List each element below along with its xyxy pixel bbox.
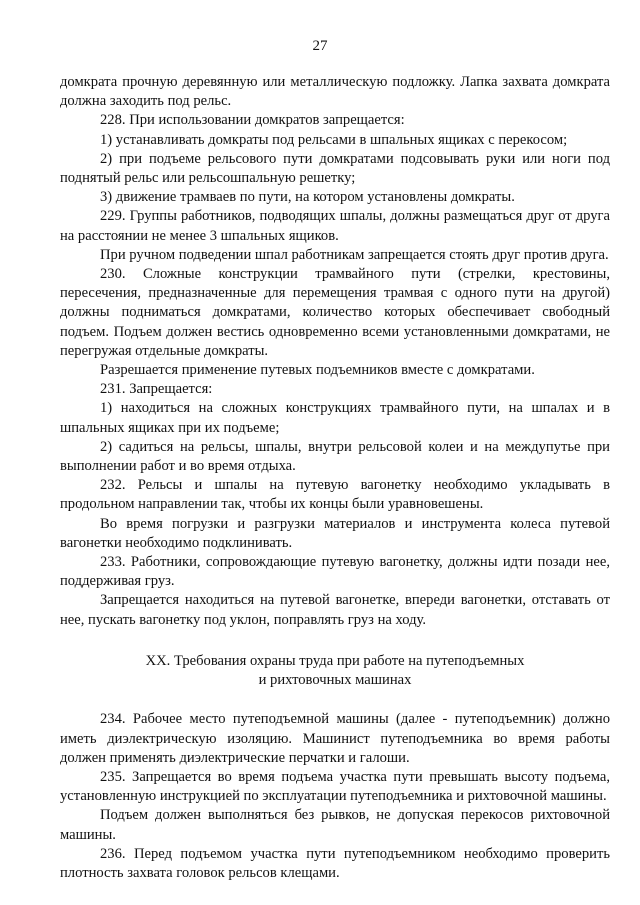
paragraph: 228. При использовании домкратов запрещается: [100,112,405,129]
paragraph: Запрещается находиться на путевой вагонетке, впереди вагонетки, отставать от нее, пускать вагонетку под уклон, поправлять груз на ходу. [60,592,610,628]
paragraph: 235. Запрещается во время подъема участка пути превышать высоту подъема, установленную инструкцией по эксплуатации путеподъемника и рихтовочной машины. [60,768,610,805]
paragraphs-before-section [60,73,610,630]
paragraph: 236. Перед подъемом участка пути путеподъемником необходимо проверить плотность захвата головок рельсов клещами. [60,845,610,881]
paragraph: 233. Работники, сопровождающие путевую вагонетку, должны идти позади нее, поддерживая груз. [60,554,610,590]
paragraph: 230. Сложные конструкции трамвайного пути (стрелки, крестовины, пересечения, предназначенные для перемещения трамвая с одного пути на другой) должны подниматься домкратами, количество которых обеспечивает свободный подъем. Подъем должен вестись одновременно всеми установленными домкратами, не перегружая отдельные домкраты. [60,266,610,359]
paragraph: Подъем должен выполняться без рывков, не допуская перекосов рихтовочной машины. [60,807,610,843]
paragraph: 232. Рельсы и шпалы на путевую вагонетку необходимо укладывать в продольном направлении так, чтобы их концы были уравновешены. [60,477,610,513]
paragraph: 231. Запрещается: [100,381,213,398]
section-heading [60,652,610,690]
section-heading-line-2: и рихтовочных машинах [258,672,412,689]
page-number: 27 [312,38,328,54]
section-heading-line-1: XX. Требования охраны труда при работе на путеподъемных [145,652,525,669]
paragraph: 2) садиться на рельсы, шпалы, внутри рельсовой колеи и на междупутье при выполнении работ и во время отдыха. [60,438,610,475]
paragraph: 1) находиться на сложных конструкциях трамвайного пути, на шпалах и в шпальных ящиках при их подъеме; [60,400,610,436]
paragraph: домкрата прочную деревянную или металлическую подложку. Лапка захвата домкрата должна заходить под рельс. [60,74,610,110]
paragraph: 1) устанавливать домкраты под рельсами в шпальных ящиках с перекосом; [100,131,568,148]
paragraph: 234. Рабочее место путеподъемной машины (далее - путеподъемник) должно иметь диэлектрическую изоляцию. Машинист путеподъемника во время работы должен применять диэлектрические перчатки и галоши. [60,711,610,766]
paragraph: При ручном подведении шпал работникам запрещается стоять друг против друга. [100,246,609,263]
paragraph: 3) движение трамваев по пути, на котором установлены домкраты. [100,189,515,206]
paragraph: Во время погрузки и разгрузки материалов и инструмента колеса путевой вагонетки необходимо подклинивать. [60,515,610,551]
paragraphs-after-section [60,710,610,883]
paragraph: 2) при подъеме рельсового пути домкратами подсовывать руки или ноги под поднятый рельс или рельсошпальную решетку; [60,150,610,187]
paragraph: Разрешается применение путевых подъемников вместе с домкратами. [100,362,535,379]
document-body [60,73,610,883]
paragraph: 229. Группы работников, подводящих шпалы, должны размещаться друг от друга на расстоянии не менее 3 шпальных ящиков. [60,208,610,244]
